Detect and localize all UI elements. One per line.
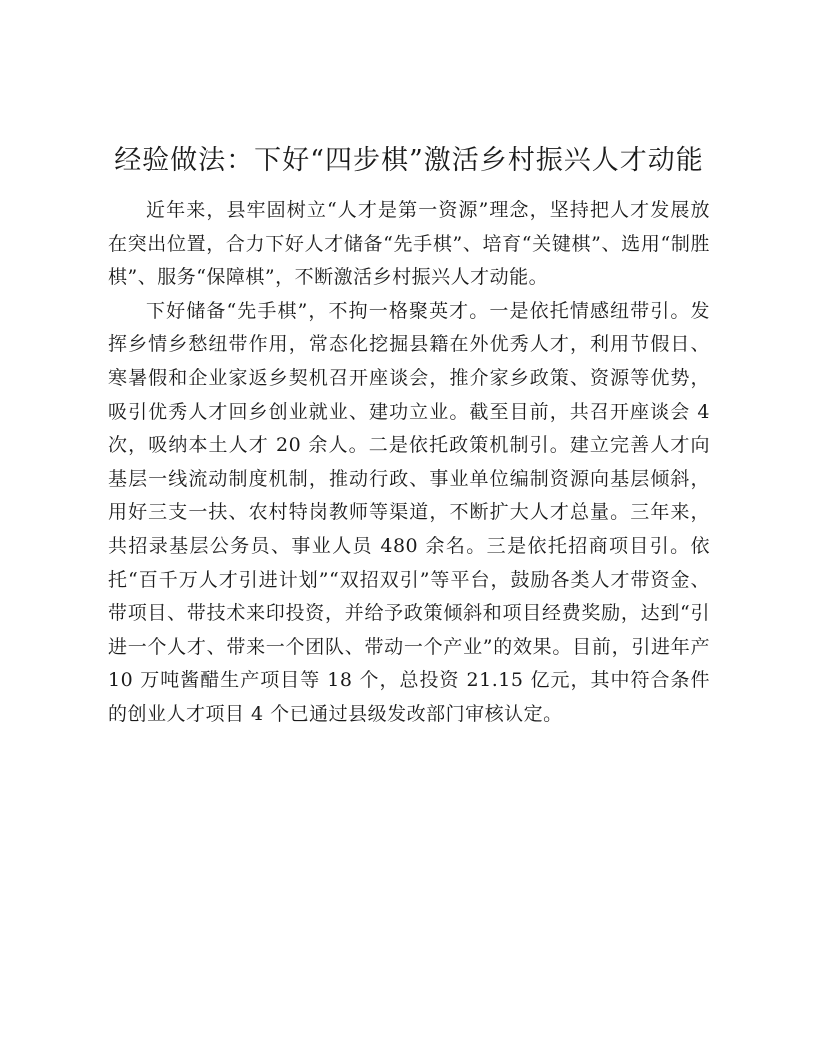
document-title: 经验做法：下好“四步棋”激活乡村振兴人才动能 — [114, 145, 704, 176]
document-page — [108, 140, 710, 732]
paragraph-intro: 近年来，县牢固树立“人才是第一资源”理念，坚持把人才发展放在突出位置，合力下好人才储备“先手棋”、培育“关键棋”、选用“制胜棋”、服务“保障棋”，不断激活乡村振兴人才动能。 — [108, 199, 710, 289]
paragraph-reserve: 下好储备“先手棋”，不拘一格聚英才。一是依托情感纽带引。发挥乡情乡愁纽带作用，常态化挖掘县籍在外优秀人才，利用节假日、寒暑假和企业家返乡契机召开座谈会，推介家乡政策、资源等优势，吸引优秀人才回乡创业就业、建功立业。截至目前，共召开座谈会 4 次，吸纳本土人才 20 余人。二是依托政策机制引。建立完善人才向基层一线流动制度机制，推动行政、事业单位编制资源向基层倾斜，用好三支一扶、农村特岗教师等渠道，不断扩大人才总量。三年来，共招录基层公务员、事业人员 480 余名。三是依托招商项目引。依托“百千万人才引进计划”“双招双引”等平台，鼓励各类人才带资金、带项目、带技术来印投资，并给予政策倾斜和项目经费奖励，达到“引进一个人才、带来一个团队、带动一个产业”的效果。目前，引进年产 10 万吨酱醋生产项目等 18 个，总投资 21.15 亿元，其中符合条件的创业人才项目 4 个已通过县级发改部门审核认定。 — [108, 299, 710, 725]
